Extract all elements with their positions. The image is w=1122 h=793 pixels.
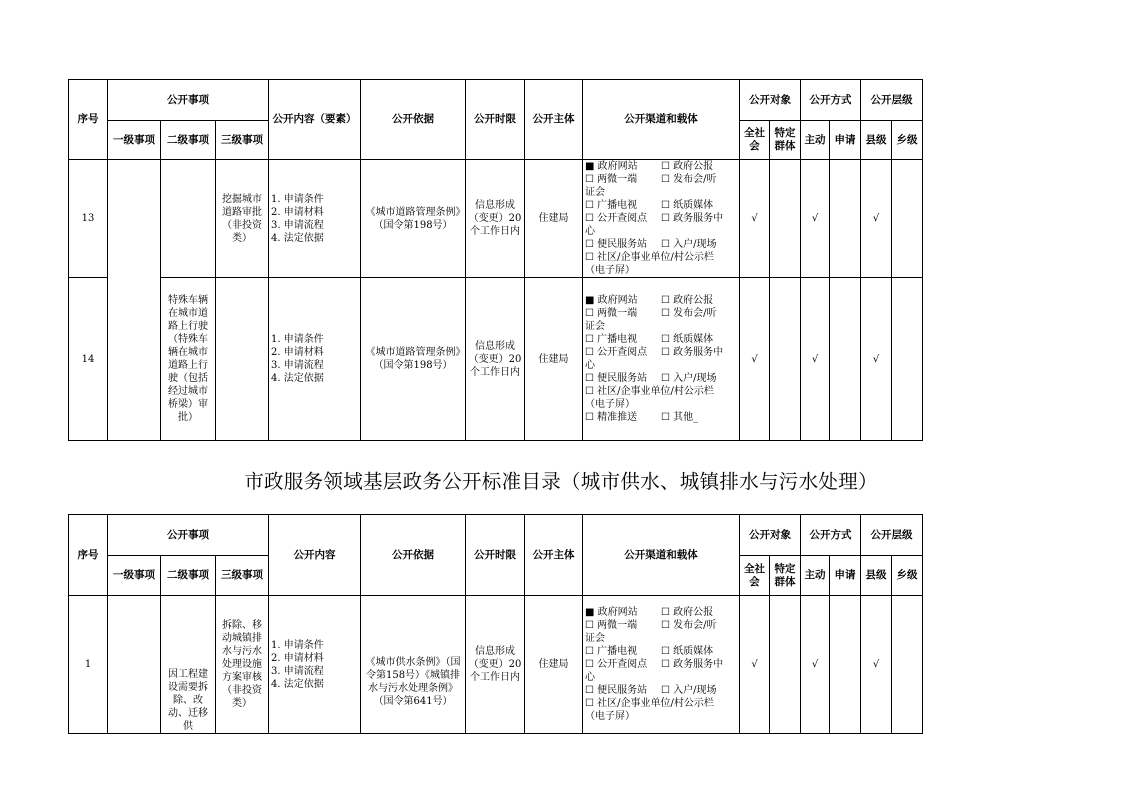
header-method: 公开方式 [801,515,861,556]
header-subject: 公开主体 [525,515,583,596]
header-layer-county: 县级 [861,556,892,596]
row-layer-county: √ [861,278,892,441]
row-layer-county: √ [861,160,892,278]
header-level1: 一级事项 [108,121,161,160]
channel-line: （电子屏） [585,399,636,410]
header-target-all: 全社会 [740,121,770,160]
content-item: 4. 法定依据 [271,232,324,244]
table-row [69,278,923,441]
header-target-spec: 特定群体 [770,121,801,160]
channel-line: ☐ 广播电视 ☐ 纸质媒体 [585,200,714,211]
channel-line: 心 [585,672,596,683]
header-layer: 公开层级 [861,515,923,556]
section-title: 市政服务领域基层政务公开标准目录（城市供水、城镇排水与污水处理） [244,470,878,493]
header-seq: 序号 [69,515,108,596]
channel-line: ■ 政府网站 ☐ 政府公报 [585,161,714,172]
channel-line: ☐ 两微一端 ☐ 发布会/听 [585,308,717,319]
channel-line: ☐ 社区/企事业单位/村公示栏 [585,698,714,709]
table-row [69,160,923,278]
header-items: 公开事项 [108,80,269,121]
row-level2: 特殊车辆在城市道路上行驶（特殊车辆在城市道路上行驶（包括经过城市桥梁）审批） [161,278,216,441]
header-layer-town: 乡级 [892,556,923,596]
header-target-all: 全社会 [740,556,770,596]
row-basis: 《城市道路管理条例》（国令第198号） [361,278,466,441]
channel-line: ☐ 便民服务站 ☐ 入户/现场 [585,685,717,696]
row-channels [583,160,740,278]
content-item: 2. 申请材料 [271,652,324,664]
row-channels [583,596,740,734]
row-content [269,596,361,734]
row-method-apply [830,278,861,441]
header-level2: 二级事项 [161,556,216,596]
channel-line: ☐ 公开查阅点 ☐ 政务服务中 [585,659,724,670]
content-item: 3. 申请流程 [271,665,324,677]
channel-line: （电子屏） [585,711,636,722]
row-content [269,160,361,278]
row-target-all: √ [740,160,770,278]
row-layer-county: √ [861,596,892,734]
row-level3: 挖掘城市道路审批（非投资类） [216,160,269,278]
header-seq: 序号 [69,80,108,160]
header-method-apply: 申请 [830,121,861,160]
channel-line: ■ 政府网站 ☐ 政府公报 [585,607,714,618]
row-basis: 《城市道路管理条例》（国令第198号） [361,160,466,278]
row-layer-town [892,160,923,278]
header-content: 公开内容 [269,515,361,596]
content-item: 2. 申请材料 [271,347,324,358]
row-level2 [161,160,216,278]
row-method-apply [830,596,861,734]
content-item: 1. 申请条件 [271,193,324,205]
row-level1 [108,160,161,441]
row-method-apply [830,160,861,278]
channel-line: 证会 [585,633,606,644]
channel-line: ☐ 广播电视 ☐ 纸质媒体 [585,646,714,657]
header-level2: 二级事项 [161,121,216,160]
row-level1 [108,596,161,734]
row-target-spec [770,596,801,734]
channel-line: 心 [585,226,596,237]
content-item: 3. 申请流程 [271,219,324,231]
standard-catalog-table-1 [68,79,923,441]
header-method-active: 主动 [801,556,830,596]
channel-line: 心 [585,360,596,371]
channel-line: 证会 [585,187,606,198]
row-level2: 因工程建设需要拆除、改动、迁移供 [161,596,216,734]
row-channels [583,278,740,441]
header-method-apply: 申请 [830,556,861,596]
header-row-1 [69,80,923,121]
row-target-spec [770,160,801,278]
header-layer: 公开层级 [861,80,923,121]
header-level3: 三级事项 [216,121,269,160]
channel-line: ☐ 广播电视 ☐ 纸质媒体 [585,334,714,345]
header-items: 公开事项 [108,515,269,556]
header-level1: 一级事项 [108,556,161,596]
row-seq: 1 [69,596,108,734]
header-target: 公开对象 [740,515,801,556]
channel-line: ☐ 精准推送 ☐ 其他_ [585,412,699,423]
row-subject: 住建局 [525,596,583,734]
header-subject: 公开主体 [525,80,583,160]
row-target-all: √ [740,278,770,441]
header-channel: 公开渠道和载体 [583,515,740,596]
row-level3: 拆除、移动城镇排水与污水处理设施方案审核（非投资类） [216,596,269,734]
channel-line: ☐ 社区/企事业单位/村公示栏 [585,252,714,263]
header-channel: 公开渠道和载体 [583,80,740,160]
row-content [269,278,361,441]
content-item: 4. 法定依据 [271,678,324,690]
channel-line: ☐ 两微一端 ☐ 发布会/听 [585,174,717,185]
channel-line: 证会 [585,321,606,332]
row-target-all: √ [740,596,770,734]
channel-line: ☐ 两微一端 ☐ 发布会/听 [585,620,717,631]
row-time: 信息形成（变更）20个工作日内 [466,596,525,734]
table-row [69,596,923,734]
channel-line: ☐ 公开查阅点 ☐ 政务服务中 [585,347,724,358]
header-content: 公开内容（要素） [269,80,361,160]
row-method-active: √ [801,278,830,441]
row-subject: 住建局 [525,278,583,441]
channel-line: ☐ 便民服务站 ☐ 入户/现场 [585,239,717,250]
row-level3 [216,278,269,441]
header-time: 公开时限 [466,80,525,160]
content-item: 2. 申请材料 [271,206,324,218]
row-layer-town [892,278,923,441]
row-time: 信息形成（变更）20个工作日内 [466,160,525,278]
row-method-active: √ [801,596,830,734]
content-item: 4. 法定依据 [271,373,324,384]
header-method: 公开方式 [801,80,861,121]
row-target-spec [770,278,801,441]
row-subject: 住建局 [525,160,583,278]
content-item: 3. 申请流程 [271,360,324,371]
header-row-1 [69,515,923,556]
channel-line: ☐ 便民服务站 ☐ 入户/现场 [585,373,717,384]
header-layer-county: 县级 [861,121,892,160]
standard-catalog-table-2 [68,514,923,734]
row-layer-town [892,596,923,734]
channel-line: （电子屏） [585,265,636,276]
header-layer-town: 乡级 [892,121,923,160]
row-method-active: √ [801,160,830,278]
row-seq: 14 [69,278,108,441]
row-basis: 《城市供水条例》（国令第158号）《城镇排水与污水处理条例》（国令第641号） [361,596,466,734]
header-basis: 公开依据 [361,80,466,160]
header-level3: 三级事项 [216,556,269,596]
channel-line: ☐ 社区/企事业单位/村公示栏 [585,386,714,397]
header-target-spec: 特定群体 [770,556,801,596]
header-time: 公开时限 [466,515,525,596]
content-item: 1. 申请条件 [271,639,324,651]
row-time: 信息形成（变更）20个工作日内 [466,278,525,441]
header-method-active: 主动 [801,121,830,160]
channel-line: ■ 政府网站 ☐ 政府公报 [585,295,714,306]
row-seq: 13 [69,160,108,278]
channel-line: ☐ 公开查阅点 ☐ 政务服务中 [585,213,724,224]
header-basis: 公开依据 [361,515,466,596]
header-target: 公开对象 [740,80,801,121]
content-item: 1. 申请条件 [271,334,324,345]
